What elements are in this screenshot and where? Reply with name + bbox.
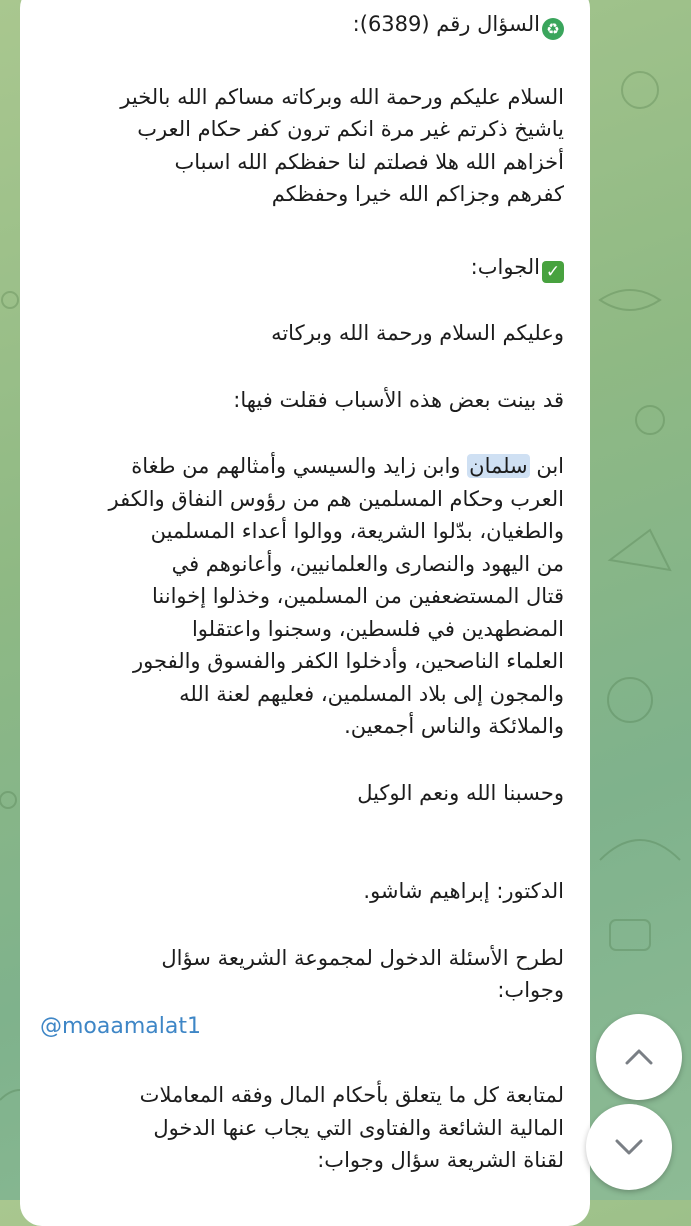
text-line: والمجون إلى بلاد المسلمين، فعليهم لعنة الله: [179, 681, 564, 706]
text-line: السلام عليكم ورحمة الله وبركاته مساكم الله بالخير: [120, 84, 564, 109]
text-line: ياشيخ ذكرتم غير مرة انكم ترون كفر حكام العرب: [137, 117, 564, 141]
recycle-icon: ♻: [542, 18, 564, 40]
question-title: ♻السؤال رقم (6389):: [40, 8, 564, 41]
chevron-down-icon: [612, 1130, 646, 1164]
text-line: لطرح الأسئلة الدخول لمجموعة الشريعة سؤال: [161, 945, 564, 970]
intro-text: قد بينت بعض هذه الأسباب فقلت فيها:: [233, 387, 564, 412]
greeting-text: وعليكم السلام ورحمة الله وبركاته: [271, 321, 564, 345]
follow-channel-text: [40, 1079, 564, 1177]
text-line: العرب وحكام المسلمين هم من رؤوس النفاق والكفر: [108, 486, 564, 511]
message-bubble: [20, 0, 590, 1226]
join-group-text: [40, 942, 564, 1007]
closing-text: وحسبنا الله ونعم الوكيل: [357, 780, 564, 805]
text-line: لمتابعة كل ما يتعلق بأحكام المال وفقه المعاملات: [139, 1083, 564, 1107]
text-line: لقناة الشريعة سؤال وجواب:: [317, 1148, 564, 1172]
highlighted-search-term: سلمان: [469, 454, 528, 478]
text-line: أخزاهم الله هلا فصلتم لنا حفظكم الله اسباب: [174, 149, 564, 174]
scroll-down-button[interactable]: [586, 1104, 672, 1190]
author-text: الدكتور: إبراهيم شاشو.: [363, 879, 564, 903]
text-line: كفرهم وجزاكم الله خيرا وحفظكم: [271, 182, 564, 206]
check-mark-icon: ✓: [542, 261, 564, 283]
text-line: العلماء الناصحين، وأدخلوا الكفر والفسوق والفجور: [133, 649, 564, 673]
question-text: [40, 81, 564, 211]
text-line: المالية الشائعة والفتاوى التي يجاب عنها الدخول: [153, 1115, 564, 1140]
text-line: المضطهدين في فلسطين، وسجنوا واعتقلوا: [191, 616, 564, 641]
text-line: وجواب:: [497, 978, 564, 1002]
scroll-up-button[interactable]: [596, 1014, 682, 1100]
text-line: والطغيان، بدّلوا الشريعة، ووالوا أعداء المسلمين: [150, 519, 564, 543]
answer-body: [40, 450, 564, 743]
channel-link[interactable]: @moaamalat1: [40, 1013, 201, 1039]
answer-title: ✓الجواب:: [40, 251, 564, 284]
chevron-up-icon: [622, 1040, 656, 1074]
text-line: ابن سلمان وابن زايد والسيسي وأمثالهم من طغاة: [131, 454, 564, 478]
text-line: قتال المستضعفين من المسلمين، وخذلوا إخواننا: [152, 584, 564, 608]
text-line: من اليهود والنصارى والعلمانيين، وأعانوهم في: [171, 551, 564, 576]
text-line: والملائكة والناس أجمعين.: [344, 714, 564, 738]
